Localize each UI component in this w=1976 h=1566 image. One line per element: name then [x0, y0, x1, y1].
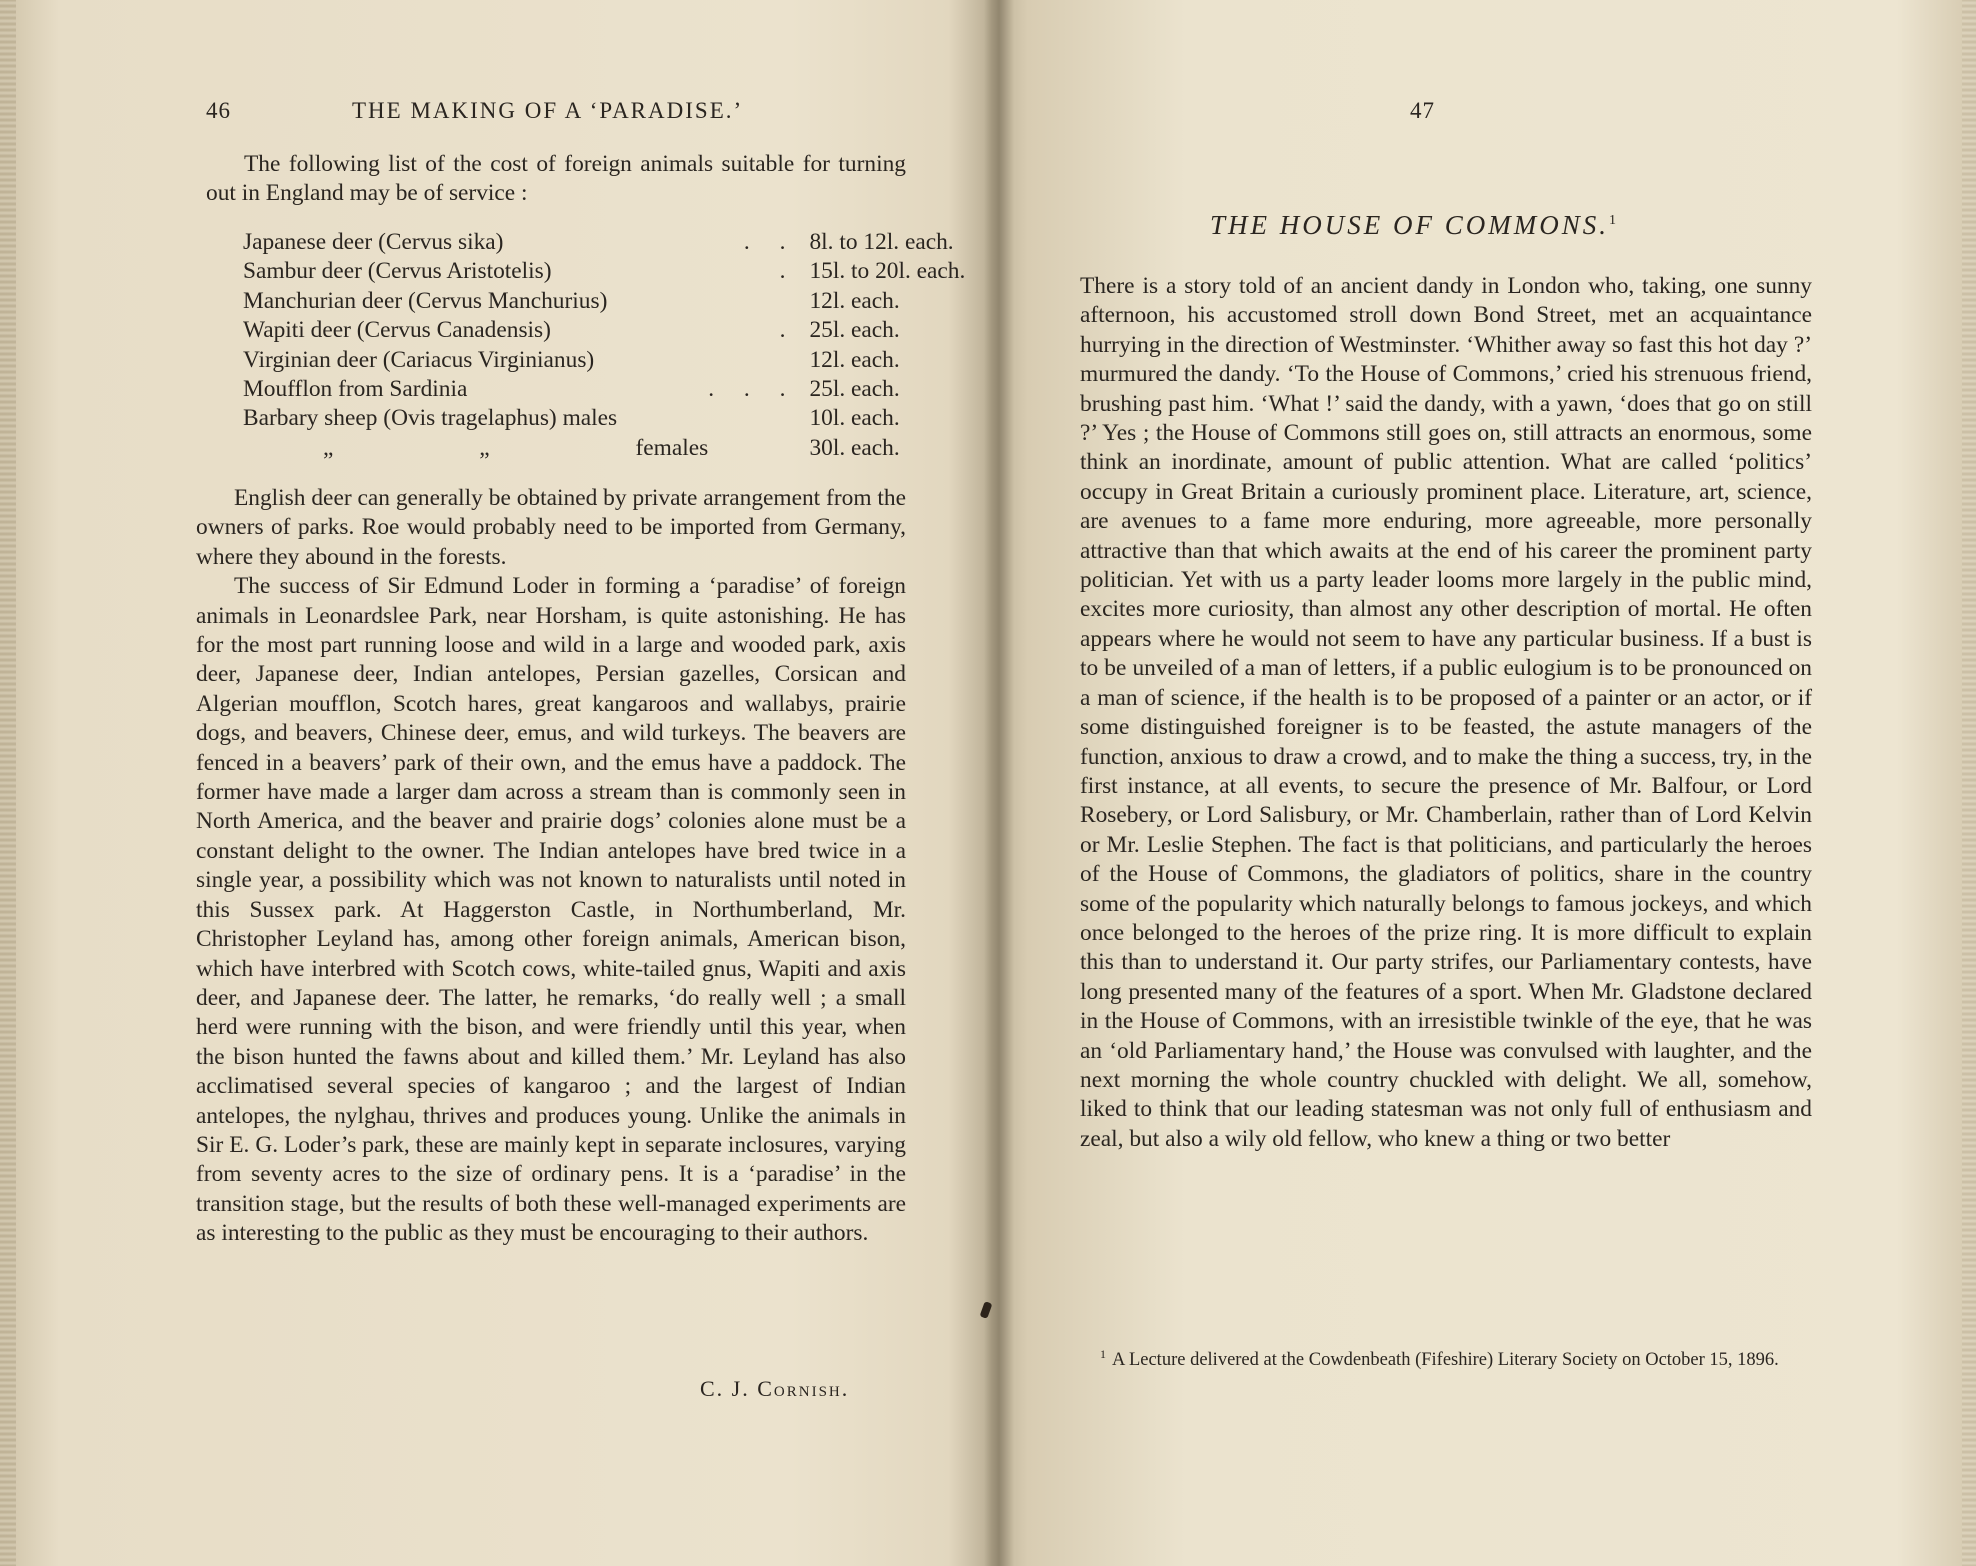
right-body-text: There is a story told of an ancient dandy in London who, taking, one sunny afternoon, his accustomed stroll down Bond Street, met an acquaintance hurrying in the direction of Westminster. ‘Whither away so fast this hot day ?’ murmured the dandy. ‘To the House of Commons,’ cried his strenuous friend, brushing past him. ‘What !’ said the dandy, with a yawn, ‘does that go on still ?’ Yes ; the House of Commons still goes on, still attracts an enormous, some think an inordinate, amount of public attention. What are called ‘politics’ occupy in Great Britain a curiously prominent place. Literature, art, science, are avenues to a fame more enduring, more agreeable, more personally attractive than that which awaits at the end of his career the prominent party politician. Yet with us a party leader looms more largely in the public mind, excites more curiosity, than almost any other description of mortal. He often appears where he would not seem to have any particular business. If a bust is to be unveiled of a man of letters, if a public eulogium is to be pronounced on a man of science, if the health is to be proposed of a painter or an actor, or if some distinguished foreigner is to be feasted, the astute managers of the function, anxious to draw a crowd, and to make the thing a success, try, in the first instance, at all events, to secure the presence of Mr. Balfour, or Lord Rosebery, or Lord Salisbury, or Mr. Chamberlain, rather than of Lord Kelvin or Mr. Leslie Stephen. The fact is that politicians, and particularly the heroes of the House of Commons, the gladiators of politics, share in the country some of the popularity which naturally belongs to famous jockeys, and which once belonged to the heroes of the prize ring. It is more difficult to explain this than to understand it. Our party strifes, our Parliamentary contests, have long presented many of the features of a sport. When Mr. Gladstone declared in the House of Commons, with an irresistible twinkle of the eye, that he was an ‘old Parliamentary hand,’ the House was convulsed with laughter, and the next morning the whole country chuckled with delight. We all, somehow, liked to think that our leading statesman was not only full of enthusiasm and zeal, but also a wily old fellow, who knew a thing or two better: [1080, 273, 1812, 1152]
animal-name: Moufflon from Sardinia: [243, 376, 468, 403]
animal-price: 12l. each.: [809, 287, 900, 314]
leader-dots: . . .: [708, 376, 798, 403]
price-row: [243, 375, 965, 404]
price-row: [243, 434, 965, 463]
left-body-text: [196, 484, 906, 1249]
animal-name: „ „ females: [323, 434, 709, 461]
left-page-number: 46: [206, 98, 231, 123]
left-running-title: THE MAKING OF A ‘PARADISE.’: [352, 98, 744, 123]
author-signature: C. J. Cornish.: [700, 1376, 850, 1401]
leader-dots: .: [779, 258, 798, 285]
animal-price: 25l. each.: [809, 376, 900, 403]
footnote-reference: 1: [1608, 213, 1616, 228]
price-row: [243, 404, 965, 433]
right-page-edges: [1962, 0, 1976, 1566]
price-row: [243, 257, 965, 286]
animal-price: 15l. to 20l. each.: [809, 258, 966, 285]
left-running-head: [160, 98, 920, 128]
right-running-head: [1070, 98, 1830, 128]
footnote-marker: 1: [1100, 1347, 1106, 1361]
animal-price: 25l. each.: [809, 317, 900, 344]
paragraph-english-deer: English deer can generally be obtained by private arrangement from the owners of parks. Roe would probably need to be imported from Germany, where they abound in the forests.: [196, 485, 906, 570]
footnote: [1100, 1342, 1812, 1373]
price-row: [243, 228, 965, 257]
leader-dots: [708, 287, 797, 316]
leader-dots: [708, 346, 797, 375]
leader-dots: [708, 404, 797, 433]
animal-price-list: [243, 228, 965, 463]
animal-name: Sambur deer (Cervus Aristotelis): [243, 258, 552, 285]
price-row: [243, 287, 965, 316]
footnote-text: A Lecture delivered at the Cowdenbeath (Fifeshire) Literary Society on October 15, 1896.: [1112, 1350, 1779, 1371]
price-row: [243, 316, 965, 345]
chapter-title-text: THE HOUSE OF COMMONS.: [1210, 210, 1609, 240]
right-page: [1070, 0, 1830, 1566]
animal-price: 10l. each.: [809, 405, 900, 432]
left-page: [160, 0, 966, 1566]
animal-name: Virginian deer (Cariacus Virginianus): [243, 346, 595, 373]
leader-dots: [708, 434, 797, 463]
book-gutter: [984, 0, 1014, 1566]
animal-name: Manchurian deer (Cervus Manchurius): [243, 287, 608, 314]
leader-dots: .: [779, 317, 798, 344]
animal-price: 12l. each.: [809, 346, 900, 373]
paragraph-loder-paradise: The success of Sir Edmund Loder in forming a ‘paradise’ of foreign animals in Leonardslee Park, near Horsham, is quite astonishing. He has for the most part running loose and wild in a large and wooded park, axis deer, Japanese deer, Indian antelopes, Persian gazelles, Corsican and Algerian moufflon, Scotch hares, great kangaroos and wallabys, prairie dogs, and beavers, Chinese deer, emus, and wild turkeys. The beavers are fenced in a beavers’ park of their own, and the emus have a paddock. The former have made a larger dam across a stream than is commonly seen in North America, and the beaver and prairie dogs’ colonies alone must be a constant delight to the owner. The Indian antelopes have bred twice in a single year, a possibility which was not known to naturalists until noted in this Sussex park. At Haggerston Castle, in Northumberland, Mr. Christopher Leyland has, among other foreign animals, American bison, which have interbred with Scotch cows, white-tailed gnus, Wapiti and axis deer, and Japanese deer. The latter, he remarks, ‘do really well ; a small herd were running with the bison, and were friendly until this year, when the bison hunted the fawns about and killed them.’ Mr. Leyland has also acclimatised several species of kangaroo ; and the largest of Indian antelopes, the nylghau, thrives and produces young. Unlike the animals in Sir E. G. Loder’s park, these are mainly kept in separate inclosures, varying from seventy acres to the size of ordinary pens. It is a ‘paradise’ in the transition stage, but the results of both these well-managed experiments are as interesting to the public as they must be encouraging to their authors.: [196, 573, 906, 1247]
price-row: [243, 346, 965, 375]
right-page-number: 47: [1410, 98, 1435, 123]
animal-name: Japanese deer (Cervus sika): [243, 229, 504, 255]
animal-name: Wapiti deer (Cervus Canadensis): [243, 317, 551, 344]
chapter-title: [1210, 210, 1730, 241]
leader-dots: . .: [743, 229, 798, 255]
price-list-intro: The following list of the cost of foreign animals suitable for turning out in England may be of service :: [206, 151, 906, 207]
left-page-edges: [0, 0, 16, 1566]
animal-name: Barbary sheep (Ovis tragelaphus) males: [243, 405, 618, 432]
animal-price: 30l. each.: [809, 434, 900, 461]
animal-price: 8l. to 12l. each.: [809, 229, 954, 255]
